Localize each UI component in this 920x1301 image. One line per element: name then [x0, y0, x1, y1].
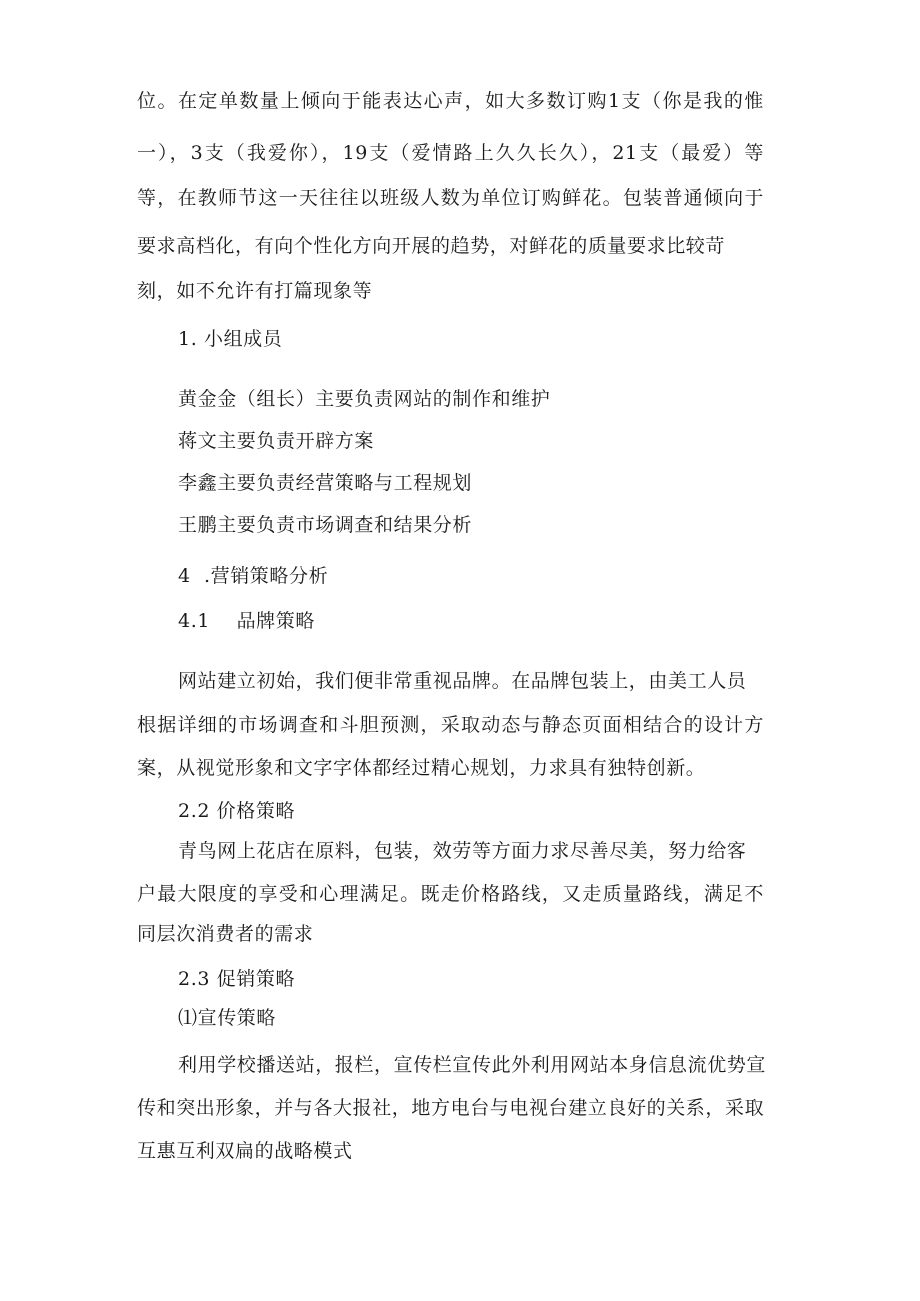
paragraph-line: 等，在教师节这一天往往以班级人数为单位订购鲜花。包装普通倾向于	[137, 187, 764, 209]
paragraph-line: 利用学校播送站，报栏，宣传栏宣传此外利用网站本身信息流优势宣	[178, 1054, 767, 1076]
member-item: 黄金金（组长）主要负责网站的制作和维护	[178, 388, 551, 410]
paragraph-line: 同层次消费者的需求	[137, 923, 314, 945]
paragraph-line: 根据详细的市场调查和斗胆预测，采取动态与静态页面相结合的设计方	[137, 714, 764, 736]
paragraph-line: 青鸟网上花店在原料，包装，效劳等方面力求尽善尽美，努力给客	[178, 840, 747, 862]
section-heading-marketing: 4 .营销策略分析	[178, 565, 329, 587]
paragraph-line: 网站建立初始，我们便非常重视品牌。在品牌包装上，由美工人员	[178, 670, 747, 692]
paragraph-line: 互惠互利双扁的战略模式	[137, 1140, 353, 1162]
paragraph-line: 一），3支（我爱你），19支（爱情路上久久长久），21支（最爱）等	[137, 142, 764, 164]
member-item: 王鹏主要负责市场调查和结果分析	[178, 514, 473, 536]
member-item: 蒋文主要负责开辟方案	[178, 430, 375, 452]
paragraph-line: 要求高档化，有向个性化方向开展的趋势，对鲜花的质量要求比较苛	[137, 235, 726, 257]
section-heading-members: 1. 小组成员	[178, 328, 283, 350]
member-item: 李鑫主要负责经营策略与工程规划	[178, 472, 473, 494]
paragraph-line: 刻，如不允许有打篇现象等	[137, 280, 373, 302]
paragraph-line: 案，从视觉形象和文字字体都经过精心规划，力求具有独特创新。	[137, 757, 706, 779]
section-heading-publicity: ⑴宣传策略	[178, 1007, 277, 1029]
paragraph-line: 位。在定单数量上倾向于能表达心声，如大多数订购1支（你是我的惟	[137, 90, 764, 112]
section-heading-promotion: 2.3 促销策略	[178, 968, 296, 990]
paragraph-line: 传和突出形象，并与各大报社，地方电台与电视台建立良好的关系，采取	[137, 1097, 765, 1119]
section-heading-brand: 4.1 品牌策略	[178, 610, 315, 632]
section-heading-price: 2.2 价格策略	[178, 800, 296, 822]
paragraph-line: 户最大限度的享受和心理满足。既走价格路线，又走质量路线，满足不	[137, 883, 764, 905]
